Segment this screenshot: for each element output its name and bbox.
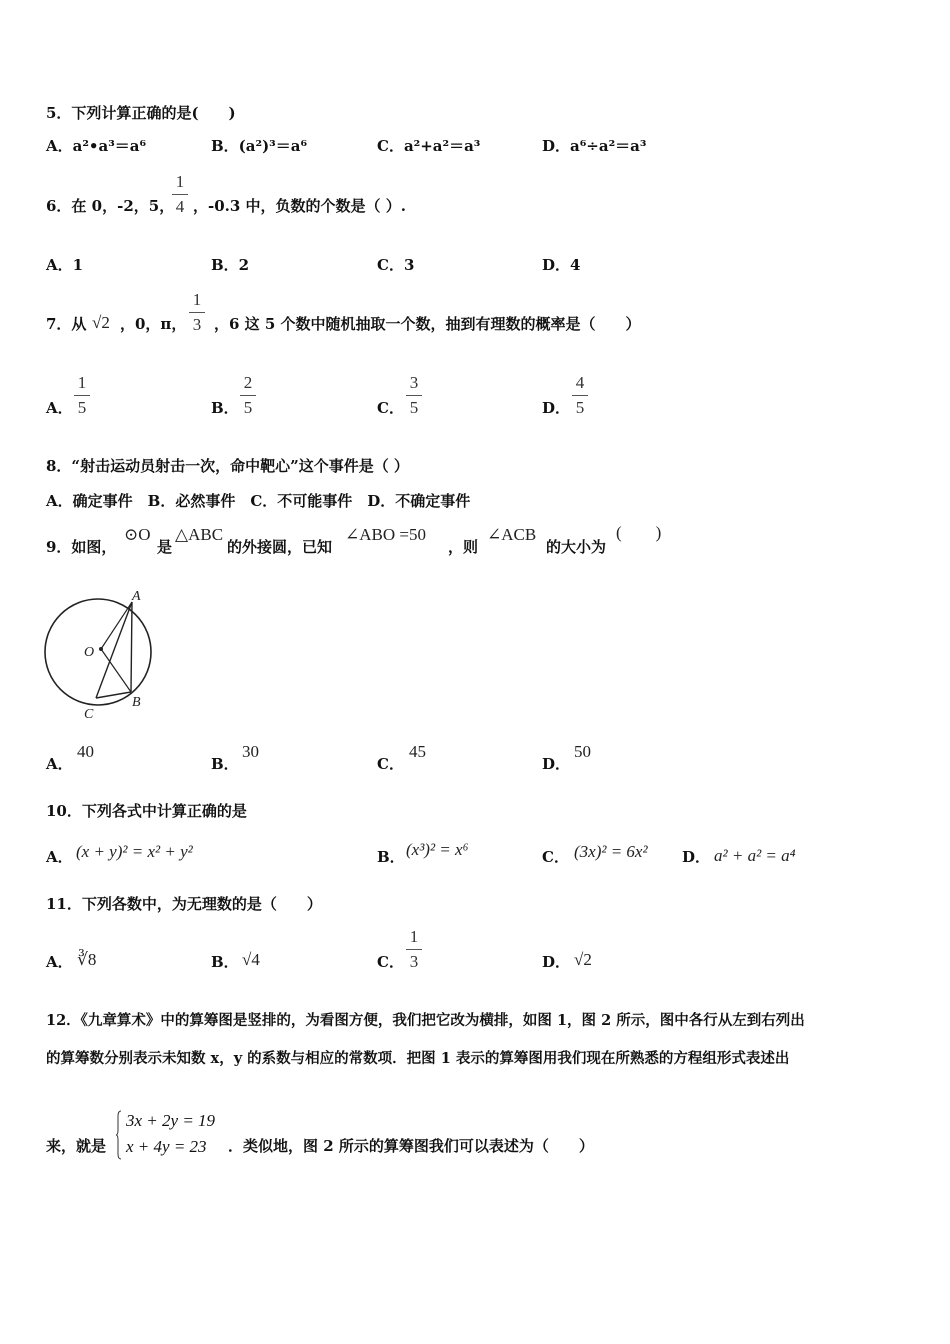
q6-fraction <box>172 172 188 217</box>
q7-option-b-frac <box>240 373 256 418</box>
q8-stem: 8．“射击运动员射击一次，命中靶心”这个事件是（ ） <box>46 457 409 475</box>
brace-icon <box>116 1110 122 1160</box>
q7-option-c-frac <box>406 373 422 418</box>
q7-option-a-label: A． <box>46 399 73 417</box>
q7-a-den: 5 <box>77 398 87 417</box>
q6-option-c: C．3 <box>377 256 415 274</box>
q7-c-num: 3 <box>409 373 419 392</box>
q7-b-den: 5 <box>243 398 253 417</box>
q9-stem-mid: 的外接圆，已知 <box>227 538 333 556</box>
q9-option-a-value: 40 <box>77 742 94 761</box>
q10-option-a-label: A． <box>46 848 73 866</box>
q7-a-num: 1 <box>77 373 87 392</box>
q9-option-b-value: 30 <box>242 742 259 761</box>
q12-equation-system <box>116 1108 215 1160</box>
q11-stem: 11．下列各数中，为无理数的是（ ） <box>46 895 322 913</box>
q7-d-num: 4 <box>575 373 585 392</box>
label-o: O <box>84 645 95 660</box>
q10-option-d-label: D． <box>682 848 711 866</box>
q7-c-den: 5 <box>409 398 419 417</box>
circle-o <box>45 599 151 705</box>
q5-option-c: C．a²+a²＝a³ <box>377 137 481 155</box>
q9-option-d-value: 50 <box>574 742 591 761</box>
q12-eq1: 3x + 2y = 19 <box>126 1111 216 1130</box>
q11-option-a-value: ∛8 <box>77 950 97 969</box>
q7-fraction <box>189 290 205 335</box>
q12-line3-post: ．类似地，图 2 所示的算筹图我们可以表述为（ ） <box>228 1137 594 1155</box>
q7-b-num: 2 <box>243 373 253 392</box>
q7-option-b-label: B． <box>211 399 239 417</box>
q9-angle-abo: ∠ABO =50 <box>345 525 426 544</box>
q11-option-d-value: √2 <box>574 950 592 969</box>
q9-option-a-label: A． <box>46 755 73 773</box>
q5-option-b: B．(a²)³＝a⁶ <box>211 137 308 155</box>
q10-stem: 10．下列各式中计算正确的是 <box>46 802 247 820</box>
q6-frac-num: 1 <box>175 172 185 191</box>
q7-stem-post: ，6 这 5 个数中随机抽取一个数，抽到有理数的概率是（ ） <box>214 315 641 333</box>
q9-option-b-label: B． <box>211 755 239 773</box>
q12-line3-pre: 来，就是 <box>46 1137 107 1155</box>
q9-stem-then: ，则 <box>448 538 479 556</box>
q7-frac-num: 1 <box>192 290 202 309</box>
q10-option-c-label: C． <box>542 848 569 866</box>
q6-stem-post: ，-0.3 中，负数的个数是（ ）. <box>193 197 406 215</box>
q6-stem-pre: 6．在 0，-2，5， <box>46 197 175 215</box>
q9-option-d-label: D． <box>542 755 571 773</box>
label-a: A <box>132 589 141 604</box>
q9-is: 是 <box>157 538 173 556</box>
q11-option-c-frac <box>406 927 422 972</box>
q9-angle-acb: ∠ACB <box>487 525 537 544</box>
q11-c-den: 3 <box>409 952 419 971</box>
q11-option-b-value: √4 <box>242 950 260 969</box>
q12-line1: 12．《九章算术》中的算筹图是竖排的，为看图方便，我们把它改为横排，如图 1，图 2 所示，图中各行从左到右列出 <box>46 1012 805 1029</box>
q10-option-c-expr: (3x)² = 6x² <box>574 842 648 861</box>
q11-option-a-label: A． <box>46 953 73 971</box>
q9-option-c-label: C． <box>377 755 404 773</box>
q5-stem: 5．下列计算正确的是( ) <box>46 104 236 122</box>
q10-option-d-expr: a² + a² = a⁴ <box>714 846 796 865</box>
q11-option-b-label: B． <box>211 953 239 971</box>
q8-options: A．确定事件 B．必然事件 C．不可能事件 D．不确定事件 <box>46 492 471 510</box>
q7-stem-mid: ，0，π， <box>120 315 187 333</box>
q9-option-c-value: 45 <box>409 742 426 761</box>
q11-option-c-label: C． <box>377 953 404 971</box>
label-b: B <box>132 695 141 710</box>
q7-stem-pre: 7．从 <box>46 315 87 333</box>
q12-eq2: x + 4y = 23 <box>126 1137 207 1156</box>
q6-option-d: D．4 <box>542 256 581 274</box>
q7-option-d-label: D． <box>542 399 571 417</box>
q11-c-num: 1 <box>409 927 419 946</box>
q11-option-d-label: D． <box>542 953 571 971</box>
q6-option-b: B．2 <box>211 256 250 274</box>
q12-line2: 的算筹数分别表示未知数 x，y 的系数与相应的常数项．把图 1 表示的算筹图用我们现在所熟悉的方程组形式表述出 <box>46 1050 790 1067</box>
q5-option-d: D．a⁶÷a²＝a³ <box>542 137 647 155</box>
q7-option-c-label: C． <box>377 399 404 417</box>
q7-sqrt2: √2 <box>92 313 110 332</box>
q9-circle-diagram <box>44 588 164 720</box>
q9-paren: ( ) <box>616 523 662 542</box>
q7-option-d-frac <box>572 373 588 418</box>
q9-circle-o: ⊙O <box>124 525 151 544</box>
q7-frac-den: 3 <box>192 315 202 334</box>
q9-stem-post: 的大小为 <box>546 538 607 556</box>
q10-option-b-label: B． <box>377 848 405 866</box>
segment-ob <box>101 649 131 692</box>
q5-option-a: A．a²•a³＝a⁶ <box>46 137 147 155</box>
q6-frac-den: 4 <box>175 197 185 216</box>
q7-option-a-frac <box>74 373 90 418</box>
q10-option-a-expr: (x + y)² = x² + y² <box>76 842 193 861</box>
q6-option-a: A．1 <box>46 256 84 274</box>
q9-stem-pre: 9．如图， <box>46 538 117 556</box>
label-c: C <box>84 707 94 720</box>
q7-d-den: 5 <box>575 398 585 417</box>
q10-option-b-expr: (x³)² = x⁶ <box>406 840 469 859</box>
segment-ab <box>131 602 132 692</box>
q9-triangle: △ABC <box>175 525 224 544</box>
center-point <box>99 647 103 651</box>
